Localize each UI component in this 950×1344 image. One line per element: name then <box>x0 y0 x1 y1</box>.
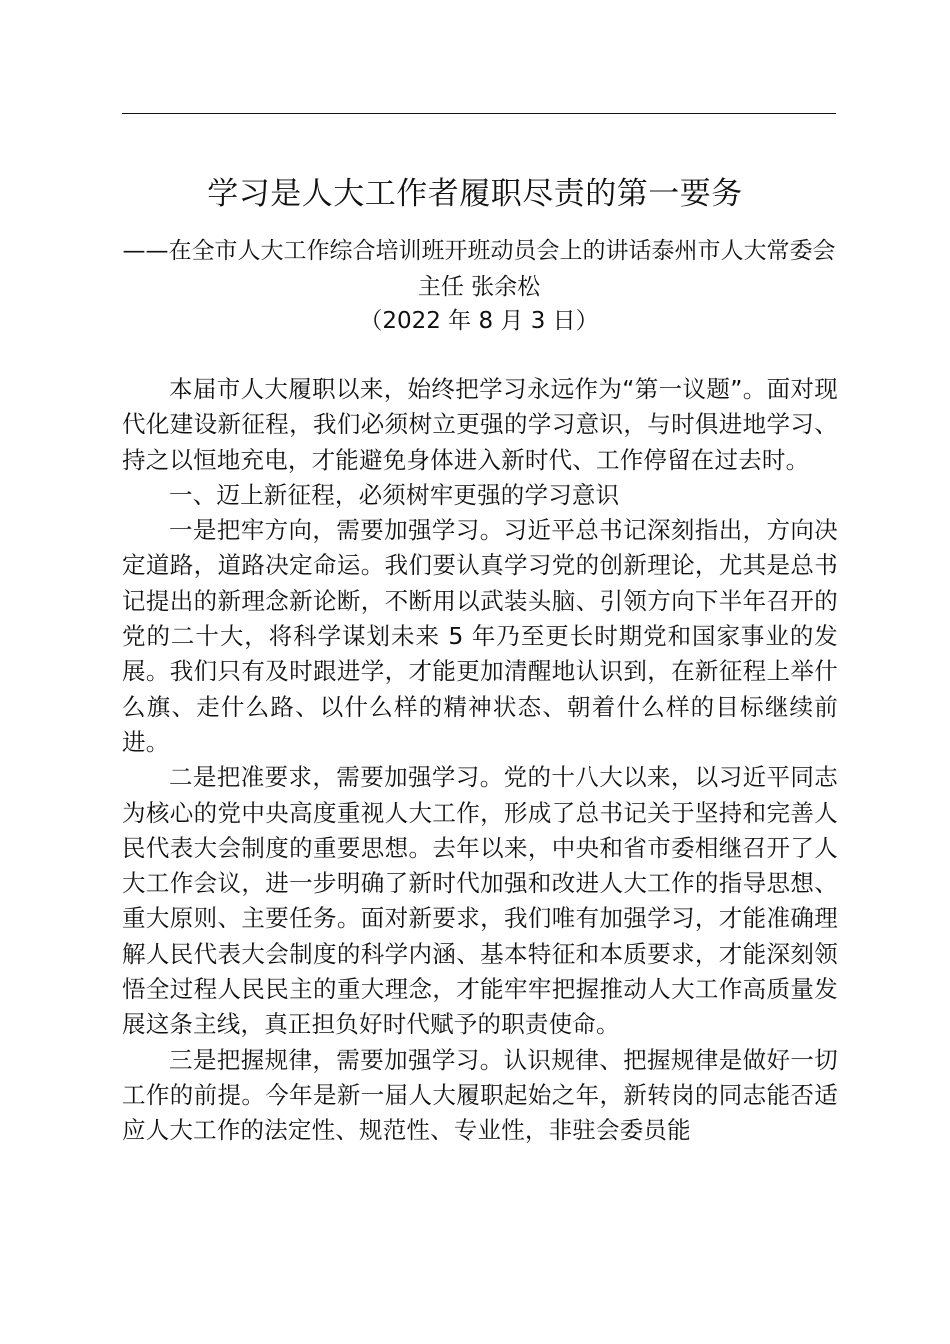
body-paragraph: 一是把牢方向，需要加强学习。习近平总书记深刻指出，方向决定道路，道路决定命运。我们要认真学习党的创新理论，尤其是总书记提出的新理念新论断，不断用以武装头脑、引领方向下半年召开的党的二十大，将科学谋划未来 5 年乃至更长时期党和国家事业的发展。我们只有及时跟进学，才能更加清醒地认识到，在新征程上举什么旗、走什么路、以什么样的精神状态、朝着什么样的目标继续前进。 <box>122 516 838 756</box>
header-rule <box>122 113 836 114</box>
document-body <box>122 372 838 1149</box>
document-subtitle: ——在全市人大工作综合培训班开班动员会上的讲话泰州市人大常委会主任 张余松 <box>122 238 836 300</box>
document-title: 学习是人大工作者履职尽责的第一要务 <box>207 176 743 212</box>
document-date: （2022 年 8 月 3 日） <box>359 308 599 334</box>
body-paragraph: 三是把握规律，需要加强学习。认识规律、把握规律是做好一切工作的前提。今年是新一届人大履职起始之年，新转岗的同志能否适应人大工作的法定性、规范性、专业性，非驻会委员能 <box>122 1045 838 1145</box>
intro-paragraph: 本届市人大履职以来，始终把学习永远作为“第一议题”。面对现代化建设新征程，我们必须树立更强的学习意识，与时俱进地学习、持之以恒地充电，才能避免身体进入新时代、工作停留在过去时。 <box>122 375 838 474</box>
body-paragraph: 二是把准要求，需要加强学习。党的十八大以来，以习近平同志为核心的党中央高度重视人大工作，形成了总书记关于坚持和完善人民代表大会制度的重要思想。去年以来，中央和省市委相继召开了人大工作会议，进一步明确了新时代加强和改进人大工作的指导思想、重大原则、主要任务。面对新要求，我们唯有加强学习，才能准确理解人民代表大会制度的科学内涵、基本特征和本质要求，才能深刻领悟全过程人民民主的重大理念，才能牢牢把握推动人大工作高质量发展这条主线，真正担负好时代赋予的职责使命。 <box>122 763 838 1039</box>
section-heading: 一、迈上新征程，必须树牢更强的学习意识 <box>169 480 620 509</box>
